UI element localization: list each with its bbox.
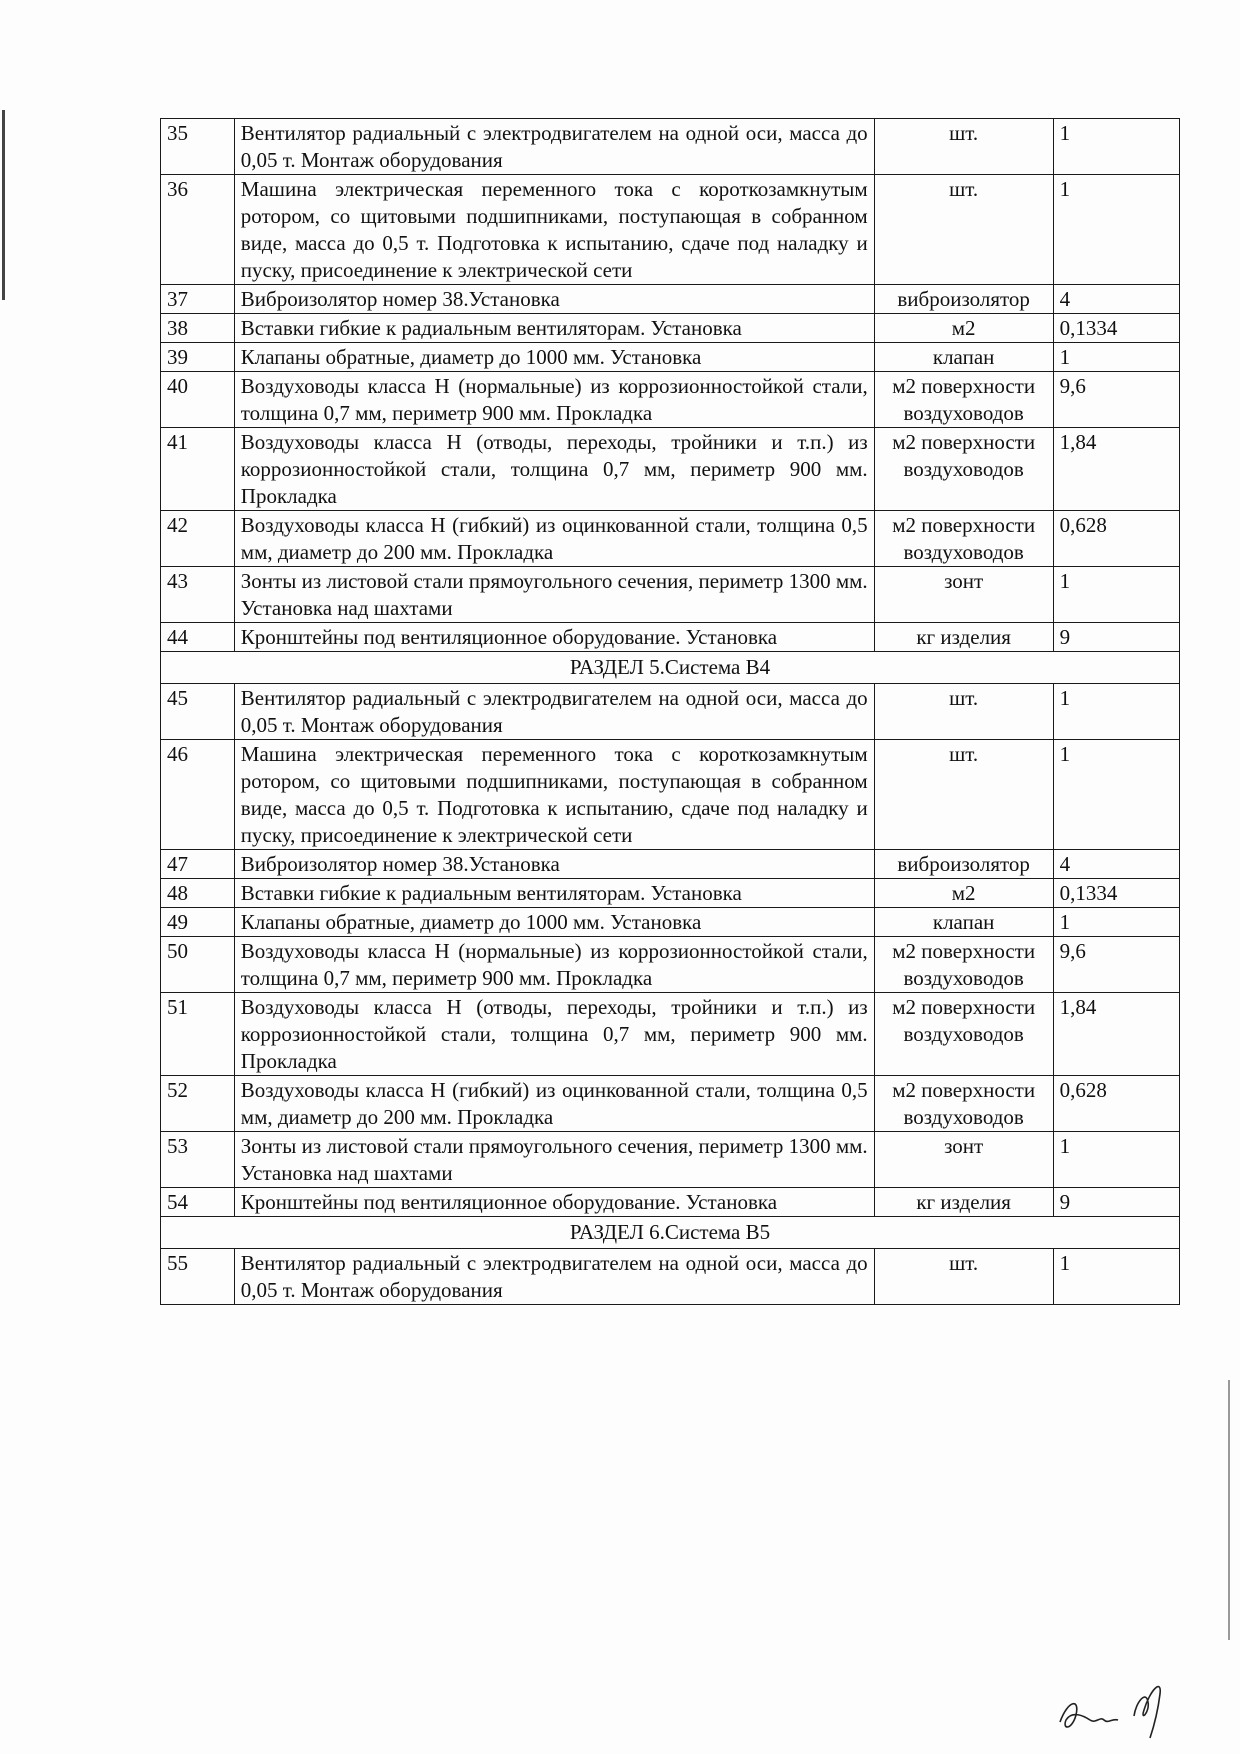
unit-of-measure: шт.	[874, 740, 1053, 850]
quantity: 1	[1053, 1249, 1179, 1305]
unit-of-measure: м2	[874, 879, 1053, 908]
row-number: 36	[161, 175, 235, 285]
table-row	[161, 314, 1180, 343]
work-description: Вставки гибкие к радиальным вентиляторам. Установка	[234, 314, 874, 343]
table-row	[161, 937, 1180, 993]
unit-of-measure: клапан	[874, 908, 1053, 937]
handwritten-signature	[1050, 1660, 1190, 1740]
work-description: Кронштейны под вентиляционное оборудование. Установка	[234, 1188, 874, 1217]
row-number: 51	[161, 993, 235, 1076]
table-row	[161, 119, 1180, 175]
quantity: 9,6	[1053, 372, 1179, 428]
work-description: Кронштейны под вентиляционное оборудование. Установка	[234, 623, 874, 652]
table-row	[161, 511, 1180, 567]
table-row	[161, 1132, 1180, 1188]
unit-of-measure: шт.	[874, 175, 1053, 285]
unit-of-measure: кг изделия	[874, 1188, 1053, 1217]
quantity: 4	[1053, 850, 1179, 879]
work-description: Вентилятор радиальный с электродвигателем на одной оси, масса до 0,05 т. Монтаж оборудования	[234, 119, 874, 175]
quantity: 9	[1053, 1188, 1179, 1217]
work-description: Вентилятор радиальный с электродвигателем на одной оси, масса до 0,05 т. Монтаж оборудования	[234, 1249, 874, 1305]
work-description: Машина электрическая переменного тока с короткозамкнутым ротором, со щитовыми подшипниками, поступающая в собранном виде, масса до 0,5 т. Подготовка к испытанию, сдаче под наладку и пуску, присоединение к электрической сети	[234, 175, 874, 285]
unit-of-measure: виброизолятор	[874, 850, 1053, 879]
estimate-table	[160, 118, 1180, 1305]
quantity: 0,1334	[1053, 879, 1179, 908]
unit-of-measure: шт.	[874, 1249, 1053, 1305]
unit-of-measure: клапан	[874, 343, 1053, 372]
scan-edge-mark	[2, 110, 5, 300]
table-row	[161, 879, 1180, 908]
unit-of-measure: зонт	[874, 1132, 1053, 1188]
quantity: 9	[1053, 623, 1179, 652]
row-number: 50	[161, 937, 235, 993]
row-number: 37	[161, 285, 235, 314]
row-number: 54	[161, 1188, 235, 1217]
table-row	[161, 1249, 1180, 1305]
row-number: 41	[161, 428, 235, 511]
table-row	[161, 175, 1180, 285]
table-row	[161, 285, 1180, 314]
work-description: Воздуховоды класса Н (нормальные) из коррозионностойкой стали, толщина 0,7 мм, периметр 900 мм. Прокладка	[234, 372, 874, 428]
unit-of-measure: виброизолятор	[874, 285, 1053, 314]
row-number: 43	[161, 567, 235, 623]
row-number: 48	[161, 879, 235, 908]
work-description: Воздуховоды класса Н (отводы, переходы, тройники и т.п.) из коррозионностойкой стали, толщина 0,7 мм, периметр 900 мм. Прокладка	[234, 993, 874, 1076]
quantity: 0,628	[1053, 511, 1179, 567]
quantity: 1	[1053, 567, 1179, 623]
quantity: 1	[1053, 684, 1179, 740]
table-row	[161, 740, 1180, 850]
table-row	[161, 1076, 1180, 1132]
row-number: 52	[161, 1076, 235, 1132]
section-header-row	[161, 652, 1180, 684]
work-description: Клапаны обратные, диаметр до 1000 мм. Установка	[234, 343, 874, 372]
quantity: 1	[1053, 740, 1179, 850]
row-number: 38	[161, 314, 235, 343]
table-row	[161, 850, 1180, 879]
work-description: Вставки гибкие к радиальным вентиляторам. Установка	[234, 879, 874, 908]
table-row	[161, 1188, 1180, 1217]
unit-of-measure: шт.	[874, 684, 1053, 740]
work-description: Воздуховоды класса Н (гибкий) из оцинкованной стали, толщина 0,5 мм, диаметр до 200 мм. Прокладка	[234, 511, 874, 567]
table-row	[161, 908, 1180, 937]
work-description: Воздуховоды класса Н (гибкий) из оцинкованной стали, толщина 0,5 мм, диаметр до 200 мм. Прокладка	[234, 1076, 874, 1132]
work-description: Воздуховоды класса Н (отводы, переходы, тройники и т.п.) из коррозионностойкой стали, толщина 0,7 мм, периметр 900 мм. Прокладка	[234, 428, 874, 511]
unit-of-measure: м2 поверхности воздуховодов	[874, 428, 1053, 511]
row-number: 44	[161, 623, 235, 652]
work-description: Зонты из листовой стали прямоугольного сечения, периметр 1300 мм. Установка над шахтами	[234, 567, 874, 623]
unit-of-measure: м2 поверхности воздуховодов	[874, 937, 1053, 993]
unit-of-measure: шт.	[874, 119, 1053, 175]
table-row	[161, 993, 1180, 1076]
quantity: 4	[1053, 285, 1179, 314]
row-number: 42	[161, 511, 235, 567]
quantity: 1	[1053, 1132, 1179, 1188]
row-number: 47	[161, 850, 235, 879]
unit-of-measure: зонт	[874, 567, 1053, 623]
unit-of-measure: м2 поверхности воздуховодов	[874, 993, 1053, 1076]
work-description: Зонты из листовой стали прямоугольного сечения, периметр 1300 мм. Установка над шахтами	[234, 1132, 874, 1188]
quantity: 1,84	[1053, 428, 1179, 511]
row-number: 35	[161, 119, 235, 175]
quantity: 9,6	[1053, 937, 1179, 993]
table-row	[161, 623, 1180, 652]
row-number: 53	[161, 1132, 235, 1188]
quantity: 1	[1053, 343, 1179, 372]
quantity: 1,84	[1053, 993, 1179, 1076]
quantity: 1	[1053, 119, 1179, 175]
row-number: 39	[161, 343, 235, 372]
row-number: 55	[161, 1249, 235, 1305]
section-header-row	[161, 1217, 1180, 1249]
row-number: 46	[161, 740, 235, 850]
work-description: Виброизолятор номер 38.Установка	[234, 850, 874, 879]
unit-of-measure: кг изделия	[874, 623, 1053, 652]
unit-of-measure: м2 поверхности воздуховодов	[874, 1076, 1053, 1132]
section-title: РАЗДЕЛ 6.Система В5	[161, 1217, 1180, 1249]
table-row	[161, 343, 1180, 372]
work-description: Вентилятор радиальный с электродвигателем на одной оси, масса до 0,05 т. Монтаж оборудования	[234, 684, 874, 740]
table-row	[161, 372, 1180, 428]
quantity: 1	[1053, 908, 1179, 937]
table-row	[161, 567, 1180, 623]
unit-of-measure: м2 поверхности воздуховодов	[874, 372, 1053, 428]
scan-edge-mark	[1228, 1380, 1230, 1640]
work-description: Виброизолятор номер 38.Установка	[234, 285, 874, 314]
table-row	[161, 428, 1180, 511]
work-description: Машина электрическая переменного тока с короткозамкнутым ротором, со щитовыми подшипниками, поступающая в собранном виде, масса до 0,5 т. Подготовка к испытанию, сдаче под наладку и пуску, присоединение к электрической сети	[234, 740, 874, 850]
quantity: 0,628	[1053, 1076, 1179, 1132]
row-number: 40	[161, 372, 235, 428]
unit-of-measure: м2	[874, 314, 1053, 343]
row-number: 45	[161, 684, 235, 740]
quantity: 0,1334	[1053, 314, 1179, 343]
estimate-table-body	[161, 119, 1180, 1305]
unit-of-measure: м2 поверхности воздуховодов	[874, 511, 1053, 567]
work-description: Клапаны обратные, диаметр до 1000 мм. Установка	[234, 908, 874, 937]
table-row	[161, 684, 1180, 740]
row-number: 49	[161, 908, 235, 937]
work-description: Воздуховоды класса Н (нормальные) из коррозионностойкой стали, толщина 0,7 мм, периметр 900 мм. Прокладка	[234, 937, 874, 993]
section-title: РАЗДЕЛ 5.Система В4	[161, 652, 1180, 684]
quantity: 1	[1053, 175, 1179, 285]
